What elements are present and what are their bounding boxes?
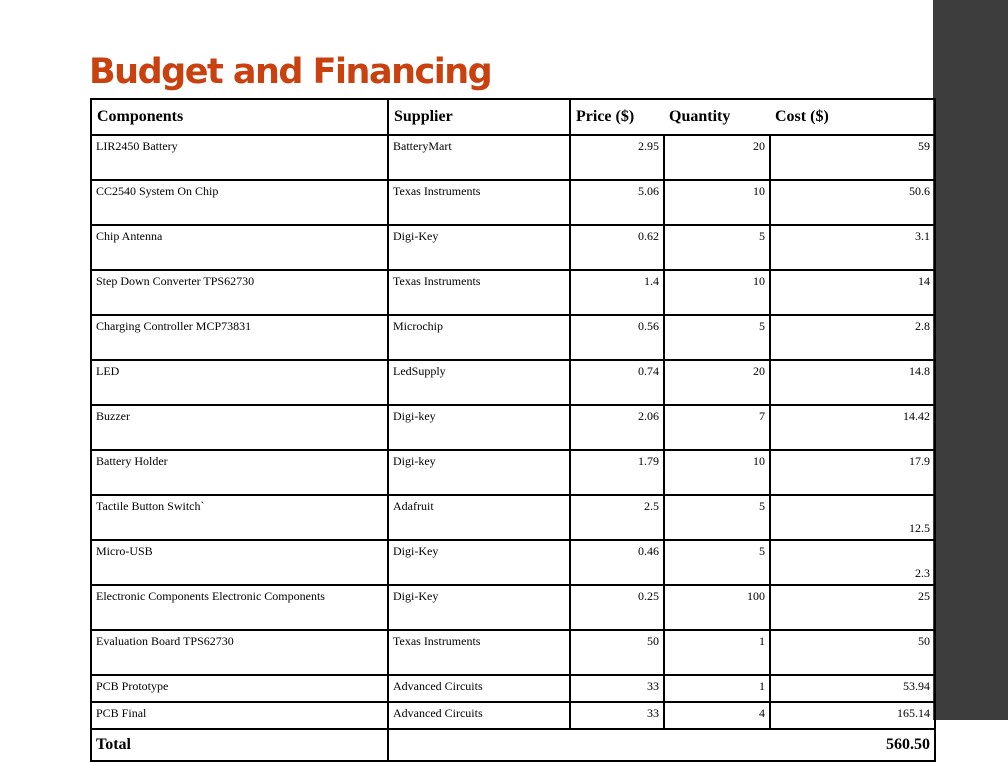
cell-component: CC2540 System On Chip bbox=[91, 180, 388, 225]
cell-component: Chip Antenna bbox=[91, 225, 388, 270]
cell-cost: 50.6 bbox=[770, 180, 935, 225]
cell-price: 2.5 bbox=[570, 495, 664, 540]
table-row bbox=[91, 675, 935, 702]
cell-component: LED bbox=[91, 360, 388, 405]
cell-supplier: Advanced Circuits bbox=[388, 702, 570, 729]
cell-price: 1.4 bbox=[570, 270, 664, 315]
cell-component: Step Down Converter TPS62730 bbox=[91, 270, 388, 315]
cell-supplier: Digi-key bbox=[388, 450, 570, 495]
cell-cost: 14.42 bbox=[770, 405, 935, 450]
cell-price: 5.06 bbox=[570, 180, 664, 225]
cell-quantity: 10 bbox=[664, 450, 770, 495]
total-row bbox=[91, 729, 935, 761]
header-price: Price ($) bbox=[570, 99, 664, 135]
cell-component: Buzzer bbox=[91, 405, 388, 450]
total-value: 560.50 bbox=[388, 729, 935, 761]
table-row bbox=[91, 450, 935, 495]
cell-price: 33 bbox=[570, 702, 664, 729]
cell-quantity: 10 bbox=[664, 180, 770, 225]
cell-cost: 25 bbox=[770, 585, 935, 630]
cell-component: Tactile Button Switch` bbox=[91, 495, 388, 540]
cell-component: Charging Controller MCP73831 bbox=[91, 315, 388, 360]
cell-quantity: 5 bbox=[664, 540, 770, 585]
table-row bbox=[91, 702, 935, 729]
cell-price: 0.62 bbox=[570, 225, 664, 270]
page-title: Budget and Financing bbox=[89, 52, 492, 92]
cell-component: PCB Final bbox=[91, 702, 388, 729]
cell-cost: 53.94 bbox=[770, 675, 935, 702]
cell-supplier: Texas Instruments bbox=[388, 630, 570, 675]
cell-quantity: 5 bbox=[664, 225, 770, 270]
cell-cost: 12.5 bbox=[770, 495, 935, 540]
cell-supplier: Digi-Key bbox=[388, 225, 570, 270]
cell-cost: 59 bbox=[770, 135, 935, 180]
table-row bbox=[91, 630, 935, 675]
cell-supplier: Adafruit bbox=[388, 495, 570, 540]
total-label: Total bbox=[91, 729, 388, 761]
cell-supplier: Texas Instruments bbox=[388, 270, 570, 315]
cell-supplier: BatteryMart bbox=[388, 135, 570, 180]
table-row bbox=[91, 225, 935, 270]
header-components: Components bbox=[91, 99, 388, 135]
cell-component: Micro-USB bbox=[91, 540, 388, 585]
header-quantity: Quantity bbox=[664, 99, 770, 135]
cell-quantity: 1 bbox=[664, 630, 770, 675]
cell-supplier: Digi-Key bbox=[388, 540, 570, 585]
cell-supplier: Advanced Circuits bbox=[388, 675, 570, 702]
table-row bbox=[91, 315, 935, 360]
cell-component: LIR2450 Battery bbox=[91, 135, 388, 180]
cell-price: 2.95 bbox=[570, 135, 664, 180]
cell-cost: 14.8 bbox=[770, 360, 935, 405]
cell-component: PCB Prototype bbox=[91, 675, 388, 702]
cell-component: Electronic Components Electronic Components bbox=[91, 585, 388, 630]
cell-price: 0.74 bbox=[570, 360, 664, 405]
cell-cost: 165.14 bbox=[770, 702, 935, 729]
cell-supplier: Texas Instruments bbox=[388, 180, 570, 225]
cell-quantity: 5 bbox=[664, 315, 770, 360]
cell-supplier: LedSupply bbox=[388, 360, 570, 405]
cell-cost: 17.9 bbox=[770, 450, 935, 495]
header-cost: Cost ($) bbox=[770, 99, 935, 135]
sidebar-band bbox=[933, 0, 1008, 720]
table-row bbox=[91, 270, 935, 315]
cell-quantity: 20 bbox=[664, 135, 770, 180]
table-row bbox=[91, 360, 935, 405]
cell-quantity: 100 bbox=[664, 585, 770, 630]
table-row bbox=[91, 585, 935, 630]
cell-cost: 3.1 bbox=[770, 225, 935, 270]
cell-component: Evaluation Board TPS62730 bbox=[91, 630, 388, 675]
cell-quantity: 5 bbox=[664, 495, 770, 540]
cell-price: 2.06 bbox=[570, 405, 664, 450]
cell-price: 0.25 bbox=[570, 585, 664, 630]
cell-cost: 14 bbox=[770, 270, 935, 315]
cell-supplier: Microchip bbox=[388, 315, 570, 360]
table-header-row bbox=[91, 99, 935, 135]
cell-quantity: 20 bbox=[664, 360, 770, 405]
cell-quantity: 1 bbox=[664, 675, 770, 702]
table-row bbox=[91, 540, 935, 585]
cell-price: 33 bbox=[570, 675, 664, 702]
table-row bbox=[91, 495, 935, 540]
cell-cost: 2.3 bbox=[770, 540, 935, 585]
cell-component: Battery Holder bbox=[91, 450, 388, 495]
cell-price: 0.56 bbox=[570, 315, 664, 360]
cell-quantity: 10 bbox=[664, 270, 770, 315]
header-supplier: Supplier bbox=[388, 99, 570, 135]
cell-supplier: Digi-key bbox=[388, 405, 570, 450]
cell-cost: 50 bbox=[770, 630, 935, 675]
cell-supplier: Digi-Key bbox=[388, 585, 570, 630]
table-row bbox=[91, 405, 935, 450]
cell-price: 50 bbox=[570, 630, 664, 675]
cell-price: 0.46 bbox=[570, 540, 664, 585]
cell-quantity: 7 bbox=[664, 405, 770, 450]
cell-cost: 2.8 bbox=[770, 315, 935, 360]
table-row bbox=[91, 180, 935, 225]
cell-quantity: 4 bbox=[664, 702, 770, 729]
budget-table bbox=[90, 98, 936, 762]
cell-price: 1.79 bbox=[570, 450, 664, 495]
table-row bbox=[91, 135, 935, 180]
